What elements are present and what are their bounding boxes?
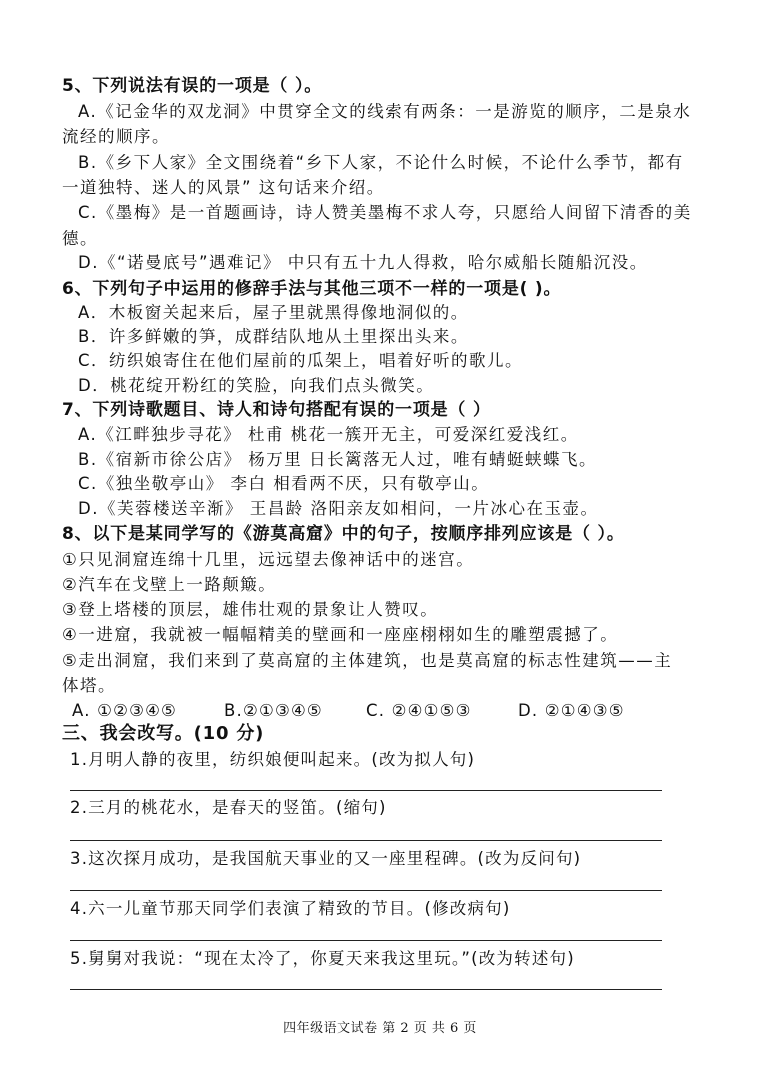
q5-stem: 5、下列说法有误的一项是（ ）。 — [62, 76, 323, 96]
rewrite-item-3: 3.这次探月成功，是我国航天事业的又一座里程碑。(改为反问句) — [70, 849, 582, 868]
rewrite-item-4: 4.六一儿童节那天同学们表演了精致的节目。(修改病句) — [70, 899, 511, 918]
answer-line-1[interactable] — [70, 790, 662, 791]
q8-sentence-5: ⑤走出洞窟，我们来到了莫高窟的主体建筑，也是莫高窟的标志性建筑——主 — [62, 651, 673, 670]
q8-sentence-4: ④一进窟，我就被一幅幅精美的壁画和一座座栩栩如生的雕塑震撼了。 — [62, 625, 619, 644]
q5-option-a-cont: 流经的顺序。 — [62, 127, 170, 146]
q8-choice-d: D. ②①④③⑤ — [518, 701, 625, 720]
answer-line-3[interactable] — [70, 890, 662, 891]
answer-line-2[interactable] — [70, 840, 662, 841]
q7-option-b: B.《宿新市徐公店》 杨万里 日长篱落无人过，唯有蜻蜓蛱蝶飞。 — [78, 450, 598, 469]
q5-option-a: A.《记金华的双龙洞》中贯穿全文的线索有两条：一是游览的顺序，二是泉水 — [78, 102, 692, 121]
q8-sentence-2: ②汽车在戈壁上一路颠簸。 — [62, 575, 277, 594]
rewrite-item-2: 2.三月的桃花水，是春天的竖笛。(缩句) — [70, 798, 387, 817]
q5-option-b-cont: 一道独特、迷人的风景” 这句话来介绍。 — [62, 178, 385, 197]
q8-sentence-5-cont: 体塔。 — [62, 676, 116, 695]
answer-line-4[interactable] — [70, 940, 662, 941]
rewrite-item-5: 5.舅舅对我说：“现在太冷了，你夏天来我这里玩。”(改为转述句) — [70, 949, 575, 968]
q7-option-c: C.《独坐敬亭山》 李白 相看两不厌，只有敬亭山。 — [78, 474, 490, 493]
q8-choice-b: B.②①③④⑤ — [224, 701, 323, 720]
q6-stem: 6、下列句子中运用的修辞手法与其他三项不一样的一项是( )。 — [62, 279, 562, 299]
q8-choice-c: C. ②④①⑤③ — [366, 701, 472, 720]
q5-option-b: B.《乡下人家》全文围绕着“乡下人家，不论什么时候，不论什么季节，都有 — [78, 153, 684, 172]
page-footer: 四年级语文试卷 第 2 页 共 6 页 — [283, 1021, 477, 1036]
q6-option-a: A．木板窗关起来后，屋子里就黑得像地洞似的。 — [78, 303, 469, 322]
q8-sentence-1: ①只见洞窟连绵十几里，远远望去像神话中的迷宫。 — [62, 550, 475, 569]
q6-option-d: D．桃花绽开粉红的笑脸，向我们点头微笑。 — [78, 376, 435, 395]
section-3-title: 三、我会改写。(10 分) — [62, 723, 265, 744]
q8-choice-a: A. ①②③④⑤ — [72, 701, 178, 720]
q5-option-c: C.《墨梅》是一首题画诗，诗人赞美墨梅不求人夸，只愿给人间留下清香的美 — [78, 203, 692, 222]
q8-sentence-3: ③登上塔楼的顶层，雄伟壮观的景象让人赞叹。 — [62, 600, 439, 619]
q7-option-d: D.《芙蓉楼送辛渐》 王昌龄 洛阳亲友如相问，一片冰心在玉壶。 — [78, 499, 599, 518]
q5-option-d: D.《“诺曼底号”遇难记》 中只有五十九人得救，哈尔威船长随船沉没。 — [78, 253, 648, 272]
q5-option-c-cont: 德。 — [62, 229, 98, 248]
answer-line-5[interactable] — [70, 989, 662, 990]
rewrite-item-1: 1.月明人静的夜里，纺织娘便叫起来。(改为拟人句) — [70, 750, 476, 769]
q6-option-c: C．纺织娘寄住在他们屋前的瓜架上，唱着好听的歌儿。 — [78, 351, 524, 370]
q7-option-a: A.《江畔独步寻花》 杜甫 桃花一簇开无主，可爱深红爱浅红。 — [78, 425, 579, 444]
q8-stem: 8、以下是某同学写的《游莫高窟》中的句子，按顺序排列应该是（ ）。 — [62, 524, 625, 544]
q7-stem: 7、下列诗歌题目、诗人和诗句搭配有误的一项是（ ） — [62, 400, 491, 420]
q6-option-b: B．许多鲜嫩的笋，成群结队地从土里探出头来。 — [78, 327, 469, 346]
